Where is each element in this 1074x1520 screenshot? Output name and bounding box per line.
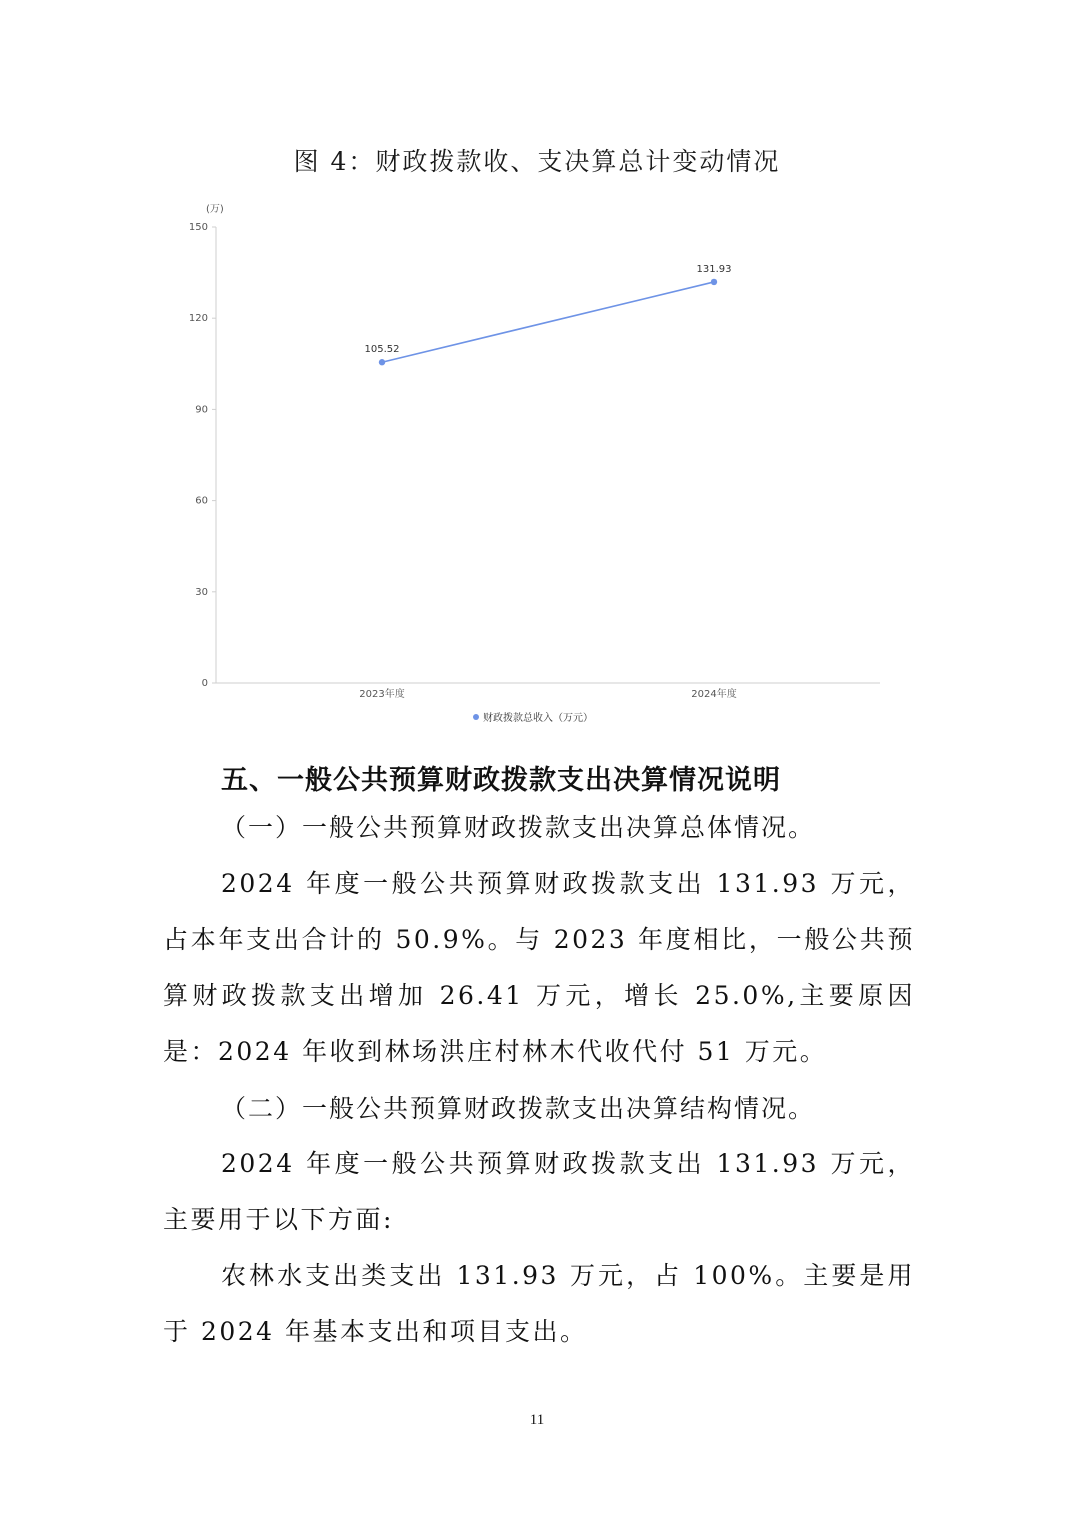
line-chart (0, 0, 1074, 740)
series-line (382, 282, 714, 362)
y-tick-label: 0 (201, 678, 208, 689)
x-tick-label: 2024年度 (691, 689, 737, 700)
x-tick-label: 2023年度 (359, 689, 405, 700)
data-label: 131.93 (696, 263, 732, 275)
y-tick-label: 30 (195, 586, 208, 598)
sub-heading-1: （一）一般公共预算财政拨款支出决算总体情况。 (221, 813, 816, 842)
legend-label: 财政拨款总收入（万元） (483, 713, 593, 724)
section-heading: 五、一般公共预算财政拨款支出决算情况说明 (221, 765, 781, 796)
sub-heading-2: （二）一般公共预算财政拨款支出决算结构情况。 (221, 1094, 816, 1123)
y-tick-label: 90 (195, 404, 208, 416)
figure-title: 图 4：财政拨款收、支决算总计变动情况 (293, 147, 781, 176)
y-tick-label: 60 (195, 495, 208, 507)
data-point (711, 279, 717, 285)
y-unit-label: (万) (206, 204, 224, 215)
paragraph-overall: 2024 年度一般公共预算财政拨款支出 131.93 万元，占本年支出合计的 50.9%。与 2023 年度相比，一般公共预算财政拨款支出增加 26.41 万元，增长 25.0%,主要原因是：2024 年收到林场洪庄村林木代收代付 51 万元。 (163, 869, 915, 1066)
y-tick-label: 150 (188, 222, 208, 233)
y-tick-label: 120 (188, 313, 208, 325)
paragraph-agriculture: 农林水支出类支出 131.93 万元，占 100%。主要是用于 2024 年基本支出和项目支出。 (163, 1261, 915, 1346)
page-number: 11 (529, 1412, 545, 1428)
paragraph-structure: 2024 年度一般公共预算财政拨款支出 131.93 万元，主要用于以下方面: (163, 1149, 915, 1234)
legend-marker (473, 714, 479, 720)
data-point (379, 359, 385, 365)
data-label: 105.52 (364, 344, 400, 356)
